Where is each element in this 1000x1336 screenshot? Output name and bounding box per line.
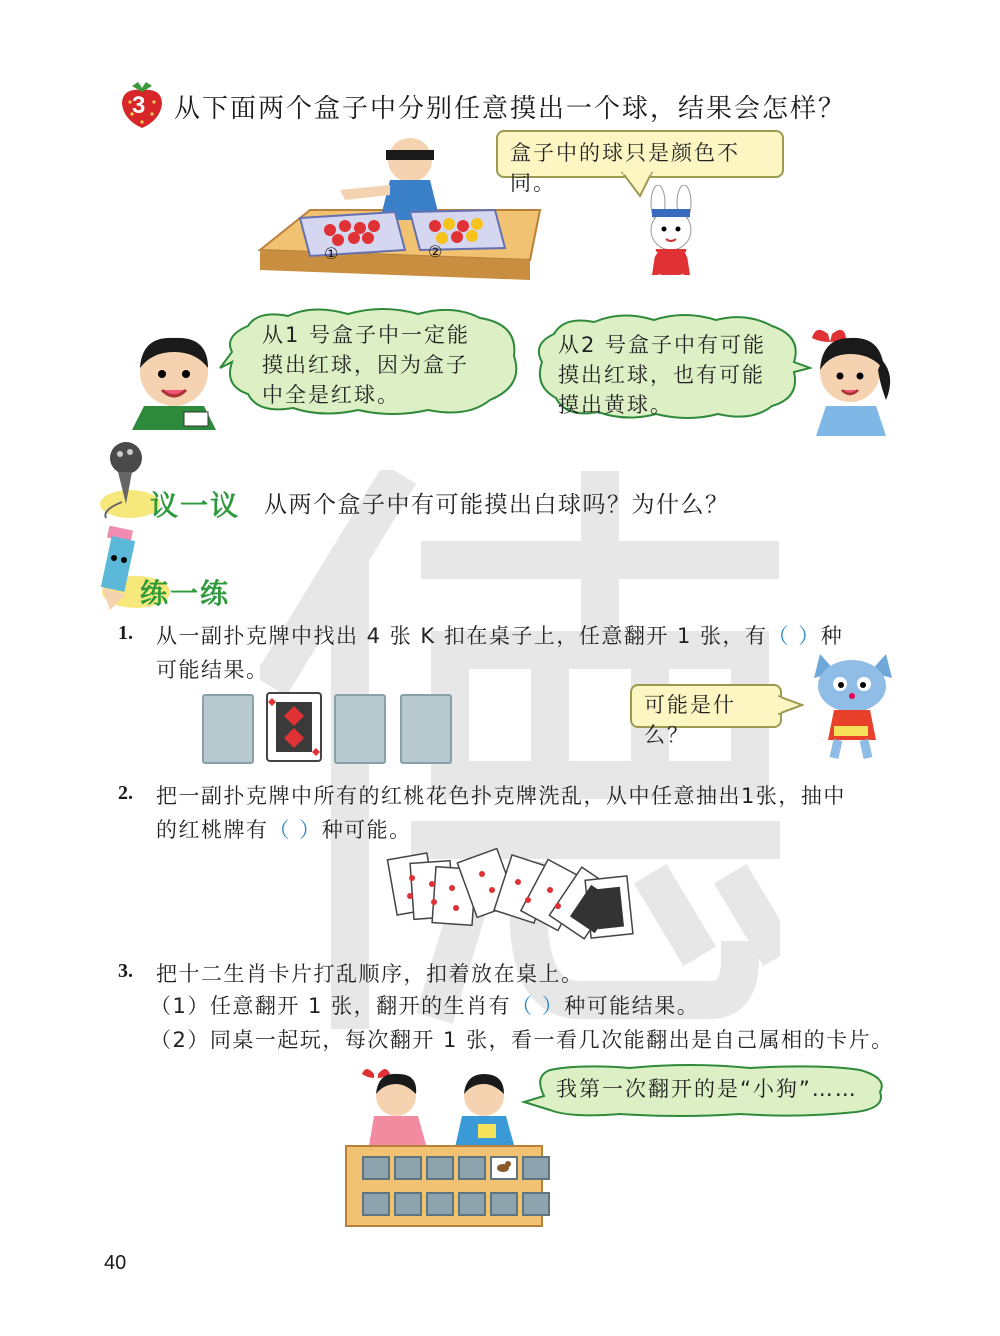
girl-character [806,320,892,436]
zodiac-card[interactable] [426,1156,454,1180]
exercise-3-text-line1: 把十二生肖卡片打乱顺序，扣着放在桌上。 [156,962,584,986]
exercise-3-sub1-text-a: 任意翻开 1 张，翻开的生肖有 [209,994,512,1018]
boy-bubble-line-2: 摸出红球，因为盒子 [262,353,469,377]
rabbit-speech-bubble [496,130,784,195]
cat-bubble-tail [778,694,804,716]
zodiac-card[interactable] [458,1192,486,1216]
exercise-3-sub1-label: （1） [150,994,210,1018]
rabbit-character [628,185,718,295]
exercise-2-text-b: 种可能。 [321,818,412,842]
zodiac-card[interactable] [458,1156,486,1180]
boy-character [126,330,222,430]
zodiac-card[interactable] [394,1192,422,1216]
girl-bubble-line-2: 摸出红球，也有可能 [558,363,765,387]
boy-bubble-line-1: 从1 号盒子中一定能 [262,323,471,347]
rabbit-speech-text: 盒子中的球只是颜色不同。 [510,141,740,195]
hearts-cards-illustration [382,848,652,944]
practice-label: 练一练 [140,577,231,610]
dog-icon [494,1160,512,1174]
zodiac-card[interactable] [426,1192,454,1216]
zodiac-card[interactable] [362,1156,390,1180]
problem-3-header [118,80,858,132]
zodiac-card[interactable] [362,1192,390,1216]
dog-bubble-text: 我第一次翻开的是“小狗”…… [556,1077,858,1101]
king-of-diamonds-card [266,692,322,762]
card-back [400,694,452,764]
cat-speech-text: 可能是什么？ [644,693,736,747]
exercise-3-sub2-text: 同桌一起玩，每次翻开 1 张，看一看几次能翻出是自己属相的卡片。 [209,1028,894,1052]
exercise-2-blank[interactable]: （ ） [268,818,322,842]
exercise-3-sub1-text-b: 种可能结果。 [564,994,700,1018]
exercise-1-text-line2: 可能结果。 [156,658,269,682]
exercise-1-text-b: 种 [820,624,844,648]
problem-number: 3 [132,92,146,119]
girl-bubble-line-1: 从2 号盒子中有可能 [558,333,767,357]
exercise-2-text-a: 的红桃牌有 [156,818,269,842]
boy-bubble-line-3: 中全是红球。 [262,383,400,407]
exercise-2-number: 2. [118,782,133,804]
exercise-2-text-line1: 把一副扑克牌中所有的红桃花色扑克牌洗乱，从中任意抽出1张，抽中 [156,784,846,808]
exercise-1-number: 1. [118,622,133,644]
girl-bubble-line-3: 摸出黄球。 [558,393,673,417]
box-2-label: ② [428,242,443,261]
card-back [202,694,254,764]
box-1-label: ① [324,244,339,263]
zodiac-card[interactable] [394,1156,422,1180]
girl-bubble-text [558,330,788,420]
zodiac-card[interactable] [522,1192,550,1216]
exercise-3-sub2-label: （2） [150,1028,210,1052]
zodiac-card[interactable] [522,1156,550,1180]
problem-question: 从下面两个盒子中分别任意摸出一个球，结果会怎样？ [174,94,847,124]
card-back [334,694,386,764]
exercise-1-text-a: 从一副扑克牌中找出 4 张 K 扣在桌子上，任意翻开 1 张，有 [156,624,768,648]
exercise-1-blank[interactable]: （ ） [767,624,821,648]
page-number: 40 [104,1252,127,1274]
exercise-3-sub1-blank[interactable]: （ ） [511,994,565,1018]
boy-bubble-text [262,320,502,410]
cat-character [806,648,896,760]
exercise-3-number: 3. [118,960,133,982]
discuss-question: 从两个盒子中有可能摸出白球吗？为什么？ [264,492,730,518]
zodiac-card[interactable] [490,1192,518,1216]
cat-speech-bubble [630,684,782,747]
discuss-label: 议一议 [150,489,241,522]
